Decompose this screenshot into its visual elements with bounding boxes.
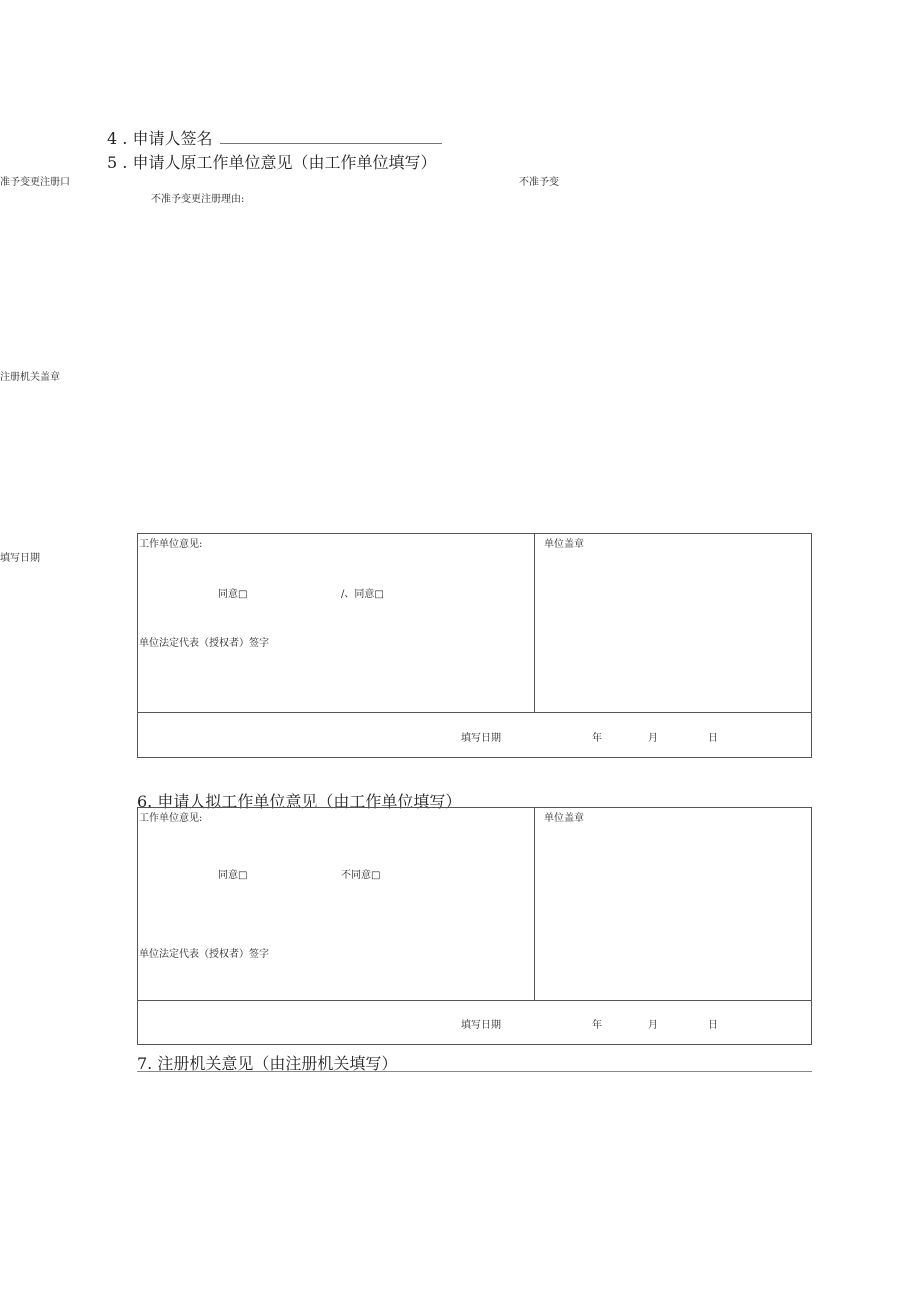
- form-5-year-label: 年: [592, 733, 602, 744]
- form-5-disagree-checkbox[interactable]: /、同意□: [341, 589, 384, 600]
- form-5-rep-sign-label: 单位法定代表（授权者）签字: [139, 638, 269, 649]
- reject-reason-label: 不准予变更注册理由:: [151, 194, 245, 205]
- form-6-divider-vertical: [534, 807, 535, 1000]
- form-6-divider-horizontal: [137, 1000, 812, 1001]
- applicant-signature-field[interactable]: [220, 129, 442, 144]
- form-6-rep-sign-label: 单位法定代表（授权者）签字: [139, 949, 269, 960]
- form-6-seal-label: 单位盖章: [544, 813, 584, 824]
- section-4-heading: [107, 126, 442, 149]
- form-6-agree-checkbox[interactable]: 同意□: [218, 870, 248, 881]
- approve-change-checkbox-label[interactable]: 准予变更注册口: [0, 177, 70, 188]
- form-5-divider-vertical: [534, 533, 535, 713]
- fill-date-label-margin: 填写日期: [0, 553, 40, 564]
- section-6-heading: 6. 申请人拟工作单位意见（由工作单位填写）: [137, 792, 462, 811]
- form-6-day-label: 日: [708, 1020, 718, 1031]
- form-5-date-label: 填写日期: [461, 733, 501, 744]
- authority-seal-label: 注册机关盖章: [0, 372, 60, 383]
- form-6-month-label: 月: [648, 1020, 658, 1031]
- form-5-seal-label: 单位盖章: [544, 539, 584, 550]
- form-6-year-label: 年: [592, 1020, 602, 1031]
- form-5-opinion-label: 工作单位意见:: [139, 539, 203, 550]
- section-7-heading: 7. 注册机关意见（由注册机关填写）: [137, 1054, 398, 1073]
- form-5-agree-checkbox[interactable]: 同意□: [218, 589, 248, 600]
- form-6-date-label: 填写日期: [461, 1020, 501, 1031]
- form-5-day-label: 日: [708, 733, 718, 744]
- section-7-underline: [137, 1071, 812, 1072]
- form-5-divider-horizontal: [137, 712, 812, 713]
- section-5-heading: 5 . 申请人原工作单位意见（由工作单位填写）: [107, 153, 437, 172]
- section-4-label: 4 . 申请人签名: [107, 129, 213, 148]
- form-5-month-label: 月: [648, 733, 658, 744]
- form-6-border: [137, 807, 812, 1045]
- form-6-opinion-label: 工作单位意见:: [139, 813, 203, 824]
- form-6-disagree-checkbox[interactable]: 不同意□: [341, 870, 381, 881]
- reject-change-label: 不准予变: [519, 177, 559, 188]
